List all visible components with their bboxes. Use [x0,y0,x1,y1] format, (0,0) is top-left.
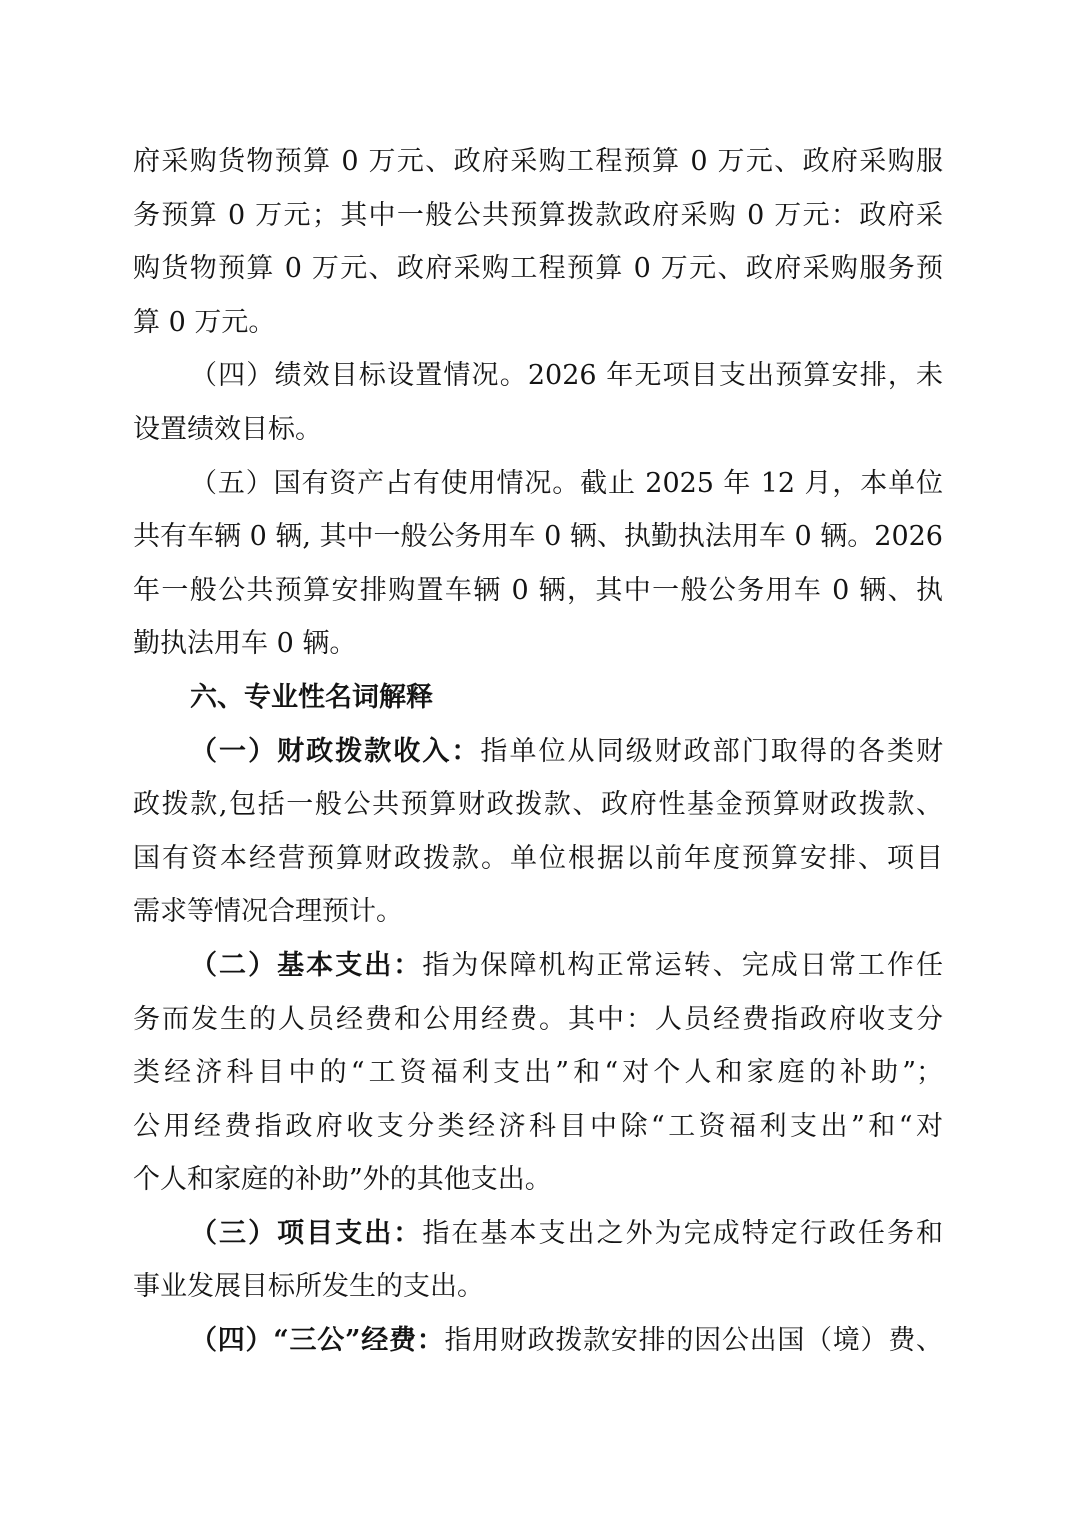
text-line: 勤执法用车 0 辆。 [133,628,357,660]
paragraph-performance-goals [133,349,943,456]
term-project-expenditure [133,1207,943,1314]
text-line: 购货物预算 0 万元、政府采购工程预算 0 万元、政府采购服务预 [133,253,943,285]
term-definition: 指单位从同级财政部门取得的各类财 [480,735,943,767]
text-line: （四）绩效目标设置情况。2026 年无项目支出预算安排，未 [190,360,943,392]
term-definition: 指在基本支出之外为完成特定行政任务和 [422,1217,943,1249]
term-label: （二）基本支出： [190,949,423,981]
text-line: 务而发生的人员经费和公用经费。其中：人员经费指政府收支分 [133,1003,943,1035]
term-label: （一）财政拨款收入： [190,735,481,767]
text-line: 共有车辆 0 辆, 其中一般公务用车 0 辆、执勤执法用车 0 辆。2026 [133,521,943,553]
term-definition: 指用财政拨款安排的因公出国（境）费、 [444,1325,943,1357]
term-basic-expenditure [133,939,943,1207]
text-line [133,725,943,779]
text-line: 政拨款,包括一般公共预算财政拨款、政府性基金预算财政拨款、 [133,789,943,821]
document-body [133,135,943,1368]
text-line [133,1314,943,1368]
text-line: 国有资本经营预算财政拨款。单位根据以前年度预算安排、项目 [133,842,943,874]
text-line: （五）国有资产占有使用情况。截止 2025 年 12 月，本单位 [190,467,943,499]
text-line [133,939,943,993]
term-label: （三）项目支出： [190,1217,423,1249]
text-line: 府采购货物预算 0 万元、政府采购工程预算 0 万元、政府采购服 [133,146,943,177]
text-line: 公用经费指政府收支分类经济科目中除“工资福利支出”和“对 [133,1110,943,1142]
term-definition: 指为保障机构正常运转、完成日常工作任 [422,949,943,981]
term-fiscal-appropriation [133,725,943,939]
section-heading: 六、专业性名词解释 [190,681,433,713]
term-label: （四）“三公”经费： [190,1325,445,1357]
text-line: 事业发展目标所发生的支出。 [133,1271,484,1303]
text-line: 务预算 0 万元；其中一般公共预算拨款政府采购 0 万元：政府采 [133,199,943,231]
paragraph-procurement [133,135,943,349]
text-line: 个人和家庭的补助”外的其他支出。 [133,1164,552,1196]
text-line [133,1207,943,1261]
text-line: 年一般公共预算安排购置车辆 0 辆，其中一般公务用车 0 辆、执 [133,574,943,606]
text-line: 类经济科目中的“工资福利支出”和“对个人和家庭的补助”； [133,1057,943,1089]
term-three-public-expenses [133,1314,943,1368]
paragraph-state-assets [133,457,943,671]
text-line: 需求等情况合理预计。 [133,896,403,928]
text-line: 设置绩效目标。 [133,413,322,445]
text-line: 算 0 万元。 [133,306,276,338]
